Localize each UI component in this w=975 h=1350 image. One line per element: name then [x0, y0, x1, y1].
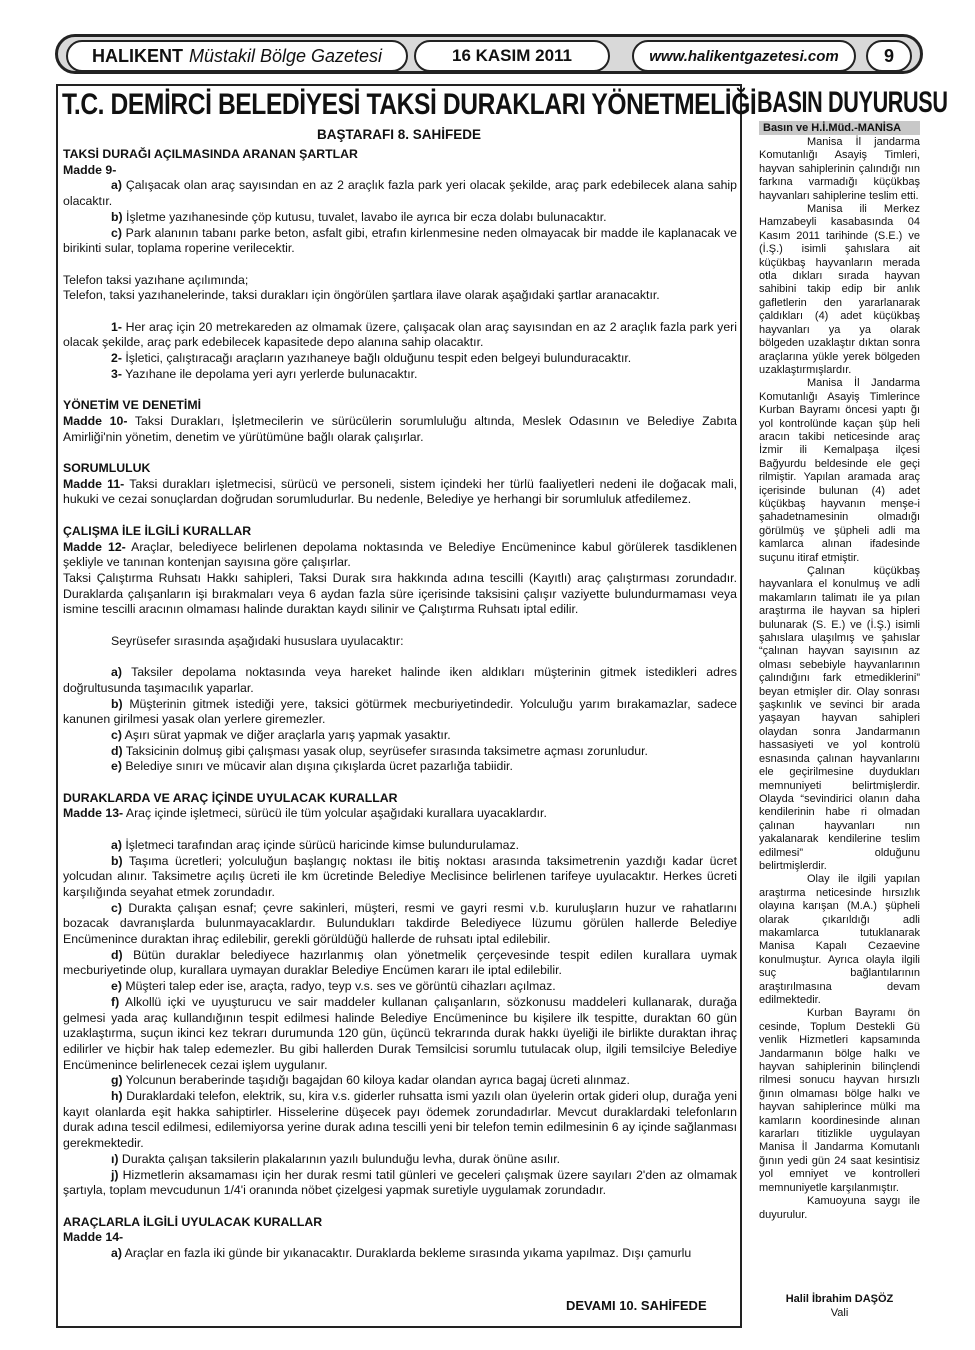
item-marker: a): [111, 1246, 122, 1261]
article-paragraph: [63, 979, 737, 995]
paragraph-gap: [63, 1199, 737, 1215]
paragraph-text: Araç içinde işletmeci, sürücü ile tüm yolcular aşağıdaki kurallara uyacaklardır.: [123, 806, 547, 821]
paragraph-text: İşletme yazıhanesinde çöp kutusu, tuvalet, lavabo ile ayrıca bir ecza dolabı bulunacaktır.: [122, 209, 607, 224]
item-marker: 1-: [111, 319, 122, 334]
item-marker: Madde 12-: [63, 539, 126, 554]
article-paragraph: [63, 901, 737, 948]
sidebar-paragraph: Çalınan küçükbaş hayvanlara el konulmuş ve adli makamların talimatı ile ya pılan araştırma ile hayvan sa hipleri bulunarak (S. E.) ve (İ.Ş.) isimli şahıslara ulaşılmış ve şahıslar “çalınan hayvan sayısının az olması sebebiyle hayvanlarının çalındığını fark etmediklerini” beyan etmişler dir. Olay sonrası şaşkınlık ve sevinci bir arada yaşayan hayvan sahipleri olaydan sonra Jandarmanın hassasiyeti ve yol kontrolü esnasında çalınan hayvanlarını ele geçirilmesine duydukları memnuniyeti belirtmişlerdir. Olayda “sevindirici olanın daha kendilerinin habe ri olmadan çalınan hayvanları nın yakalanarak kendilerine teslim edilmesi” olduğunu belirtmişlerdir.: [759, 565, 920, 872]
article-paragraph: [63, 414, 737, 445]
paper-subtitle: Müstakil Bölge Gazetesi: [188, 45, 383, 66]
sidebar-paragraph: Manisa İl jandarma Komutanlığı Asayiş Timleri, hayvan sahiplerinin çalındığı nın farkına varmadığı küçükbaş hayvanları sahiplerine teslim etti.: [759, 136, 920, 202]
article-paragraph: [63, 744, 737, 760]
article-paragraph: [63, 728, 737, 744]
article-paragraph: [63, 1089, 737, 1152]
website-link[interactable]: www.halikentgazetesi.com: [632, 40, 856, 72]
item-marker: e): [111, 759, 122, 774]
section-heading: YÖNETİM VE DENETİMİ: [63, 398, 202, 413]
article-body: [63, 147, 737, 1262]
signature-title: Vali: [830, 1307, 849, 1319]
paragraph-gap: [63, 445, 737, 461]
article-paragraph: [63, 995, 737, 1074]
article-paragraph: [63, 838, 737, 854]
item-marker: d): [111, 947, 123, 962]
article-paragraph: [63, 226, 737, 257]
article-paragraph: [63, 1246, 737, 1262]
paragraph-text: Müşteri talep eder ise, araçta, radyo, teyp v.s. ses ve görüntü cihazları açılmaz.: [121, 979, 556, 994]
paragraph-text: Telefon taksi yazıhane açılımında;: [63, 272, 249, 287]
section-heading: ÇALIŞMA İLE İLGİLİ KURALLAR: [63, 523, 252, 538]
paragraph-gap: [63, 257, 737, 273]
article-paragraph: [63, 540, 737, 571]
sidebar-band: Basın ve H.İ.Müd.-MANİSA: [759, 121, 920, 135]
section-heading: SORUMLULUK: [63, 461, 151, 475]
paragraph-gap: [63, 304, 737, 320]
paragraph-text: Duraklardaki telefon, elektrik, su, kira v.s. giderler ruhsatta ismi yazılı olan üyelerin ortak gideri olup, durağa yeni kayıt olanlarda eşit hakka sahiptirler. Hisselerine düşecek payı ödemek zorundadırlar. Mevcut duraklardaki telefonların durak adına tescil edilmesi, edilemiyorsa yerine durak adına tescilli yeni bir telefon temin edilmesinin 6 ay içinde sağlanması gerekmektedir.: [63, 1089, 737, 1151]
page-number: 9: [866, 40, 912, 72]
paragraph-text: Seyrüsefer sırasında aşağıdaki hususlara uyulacaktır:: [111, 633, 404, 648]
item-marker: ı): [111, 1151, 119, 1166]
paragraph-text: Telefon, taksi yazıhanelerinde, taksi durakları için öngörülen şartlara ilave olarak aşağıdaki şartlar aranacaktır.: [63, 288, 660, 303]
item-marker: a): [111, 178, 122, 193]
paragraph-text: Bütün duraklar belediyece hazırlanmış olan yönetmelik çerçevesinde tespit edilen kurallara uymak mecburiyetinde olup, kurallara uymayan duraklar Belediye Encümen kararı ile iptal edilebilir.: [63, 947, 737, 978]
section-heading: ARAÇLARLA İLGİLİ UYULACAK KURALLAR: [63, 1214, 323, 1229]
paragraph-text: Her araç için 20 metrekareden az olmamak üzere, çalışacak olan araç sayısından en az 2 araçlık fazla park yeri olacak şekilde, araç park edebilecek kapasitede depo alanına sahip olacaktır.: [63, 319, 737, 350]
item-marker: b): [111, 853, 123, 868]
item-marker: d): [111, 743, 123, 758]
paper-name-pill: [66, 40, 408, 72]
paragraph-text: Taksi Durakları, İşletmecilerin ve sürücülerin sorumluluğu altında, Meslek Odasının ve Belediye Zabıta Amirliği'nin yönetim, denetim ve yürütümüne bağlı olarak çalışırlar.: [63, 413, 737, 444]
paragraph-gap: [63, 649, 737, 665]
item-marker: a): [111, 665, 122, 680]
item-marker: a): [111, 837, 122, 852]
paragraph-text: Aşırı sürat yapmak ve diğer araçlarla yarış yapmak yasaktır.: [121, 727, 451, 742]
paragraph-text: Park alanının tabanı parke beton, asfalt gibi, etrafın kirlenmesine neden olmayacak bir madde ile kaplanacak ve birikinti sular, toplama roperine verilecektir.: [63, 225, 737, 256]
item-marker: 3-: [111, 366, 122, 381]
article-paragraph: [63, 320, 737, 351]
signature-name: Halil İbrahim DAŞÖZ: [785, 1293, 894, 1305]
paragraph-text: Araçlar, belediyece belirlenen depolama noktasında ve Belediye Encümenince kabul görülerek tasdiklenen şekliyle ve tanınan kontenjan sayısına göre çalışırlar.: [63, 539, 738, 570]
paragraph-gap: [63, 383, 737, 399]
paragraph-text: Çalışacak olan araç sayısından en az 2 araçlık fazla park yeri olacak şekilde, araç park edebilecek alana sahip olacaktır.: [63, 178, 737, 209]
sidebar-paragraph: Kurban Bayramı ön cesinde, Toplum Destekli Gü venlik Hizmetleri kapsamında Jandarmanın bölge halkı ve hayvan sahiplerinin bilinçlendi rilmesi sonucu hayvan hırsızlı ğının olmaması bölge halkı ve hayvan sahiplerince mülki ma kamların koordinesinde alınan kararları titizlikle uygulayan Manisa İl Jandarma Komutanlı ğının yedi gün 24 saat kesintisiz yol emniyet ve kontrolleri memnuniyetle karşılanmıştır.: [759, 1007, 920, 1194]
paragraph-text: Taksi Çalıştırma Ruhsatı Hakkı sahipleri, Taksi Durak sıra hakkında adına tescilli (Kayıtlı) araç çalıştırması zorundadır. Duraklarda çalışanların işi bırakmaları veya 6 aydan fazla süre içerisinde taksisini çalışır vaziyette bulundurmaması veya ismine tescilli aracının olmaması halinde duraktan kaydı silinir ve Çalıştırma Ruhsatı iptal edilir.: [63, 570, 737, 617]
item-marker: Madde 11-: [63, 476, 125, 491]
item-marker: g): [111, 1073, 123, 1088]
item-marker: c): [111, 900, 122, 915]
section-heading: Madde 14-: [63, 1230, 124, 1245]
article-paragraph: [63, 806, 737, 822]
item-marker: c): [111, 225, 122, 240]
article-paragraph: [63, 1168, 737, 1199]
sidebar-paragraph: Manisa ili Merkez Hamzabeyli kasabasında 04 Kasım 2011 tarihinde (S.E.) ve (İ.Ş.) isimli şahıslara ait küçükbaş hayvanların merada otla dıkları sırada hayvan sahibini takip edip bir anlık gafletlerin den yararlanarak çaldıkları (4) adet küçükbaş hayvanları ya ya olarak bölgeden uzaklaştır dıktan sonra araçlarına yükle yerek bölgeden uzaklaştırmışlardır.: [759, 203, 920, 376]
item-marker: 2-: [111, 351, 122, 366]
paragraph-text: İşletici, çalıştıracağı araçların yazıhaneye bağlı olduğunu tespit eden belgeyi bulunduracaktır.: [121, 351, 632, 366]
paragraph-text: Yolcunun beraberinde taşıdığı bagajdan 60 kiloya kadar olandan ayrıca bagaj ücreti alınmaz.: [122, 1073, 630, 1088]
article-paragraph: [63, 634, 737, 650]
paragraph-gap: [63, 775, 737, 791]
paragraph-text: Durakta çalışan taksilerin plakalarının yazılı bulunduğu levha, durak önüne asılır.: [118, 1151, 561, 1166]
continued-notice: DEVAMI 10. SAHİFEDE: [566, 1298, 707, 1313]
paper-name: HALIKENT: [91, 45, 183, 66]
paragraph-gap: [63, 822, 737, 838]
item-marker: b): [111, 209, 123, 224]
article-paragraph: [63, 1152, 737, 1168]
article-paragraph: [63, 854, 737, 901]
paragraph-gap: [63, 618, 737, 634]
article-paragraph: [63, 273, 737, 289]
paragraph-text: Yazıhane ile depolama yeri ayrı yerlerde bulunacaktır.: [121, 366, 418, 381]
paragraph-text: Alkollü içki ve uyuşturucu ve sair maddeler kullanan çalışanların, sözkonusu maddeleri kullanarak, durağa gelmesi yada araç kullandığının tespit edilmesi halinde Belediye Encümenince bu kişilere ilk tespitte, duraktan 60 gün uzaklaştırma, suçun ikinci kez tekrarı durumunda 120 gün, üçüncü tekrarında durak hakkı üyeliği ile birlikte duraktan ihraç edilirler ve hiçbir hak talep edemezler. Bu gibi hallerden Durak Temsilcisi sorumlu tutulacak olup, ilgili temsilciye Belediye Encümenince belirlenecek cezai işlem uygulanır.: [63, 994, 737, 1072]
article-paragraph: [63, 367, 737, 383]
article-title: T.C. DEMİRCİ BELEDİYESİ TAKSİ DURAKLARI YÖNETMELİĞİ: [62, 88, 757, 121]
paragraph-text: Taksi durakları işletmecisi, sürücü ve personeli, sistem içindeki her türlü faaliyetleri nedeni ile doğacak mali, hukuki ve cezai sonuçlardan doğrudan sorumludurlar. Bu nedenle, Belediye ye herhangi bir sorumluluk atfedilemez.: [63, 476, 737, 507]
article-paragraph: [63, 1073, 737, 1089]
paragraph-text: Taşıma ücretleri; yolculuğun başlangıç noktası ile bitiş noktası arasında taksimetrenin yazdığı kadar ücret yolcudan alınır. Taksimetre açılış ücreti ile km ücretinde Belediye Meclisince belirlenen tarifeye uyulacaktır. Herkes ücreti karşılığında seyahat etmek zorundadır.: [63, 853, 737, 899]
article-paragraph: [63, 178, 737, 209]
item-marker: h): [111, 1089, 123, 1104]
paragraph-text: Belediye sınırı ve mücavir alan dışına çıkışlarda ücret pazarlığa tabiidir.: [121, 759, 513, 774]
section-heading: TAKSİ DURAĞI AÇILMASINDA ARANAN ŞARTLAR: [63, 147, 358, 161]
article-paragraph: [63, 477, 737, 508]
item-marker: e): [111, 979, 122, 994]
article-paragraph: [63, 948, 737, 979]
item-marker: Madde 13-: [63, 806, 124, 821]
article-paragraph: [63, 665, 737, 696]
paragraph-text: Araçlar en fazla iki günde bir yıkanacaktır. Duraklarda bekleme sırasında yıkama yapılmaz. Dışı çamurlu: [121, 1246, 692, 1261]
article-subtitle: BAŞTARAFI 8. SAHİFEDE: [316, 127, 481, 142]
paragraph-text: Taksicinin dolmuş gibi çalışması yasak olup, seyrüsefer sırasında taksimetre açması zorunludur.: [122, 743, 648, 758]
article-paragraph: [63, 571, 737, 618]
item-marker: f): [111, 994, 120, 1009]
paragraph-text: Durakta çalışan esnaf; çevre sakinleri, müşteri, resmi ve gayri resmi v.b. kuruluşların huzur ve rahatlarını bozacak davranışlarda bulunmayacaklardır. Bulundukları takdirde Belediyece lüzumu görülen hallerde Belediye Encümenince duraktan ihraç edilebilir, gerekli görüldüğü hallerde de ruhsatı iptal edilebilir.: [63, 900, 737, 947]
article-paragraph: [63, 210, 737, 226]
item-marker: j): [111, 1167, 119, 1182]
item-marker: c): [111, 727, 122, 742]
paragraph-gap: [63, 508, 737, 524]
sidebar-title: BASIN DUYURUSU: [757, 86, 948, 119]
section-heading: DURAKLARDA VE ARAÇ İÇİNDE UYULACAK KURALLAR: [63, 790, 398, 805]
section-heading: Madde 9-: [63, 162, 117, 177]
sidebar-paragraph: Kamuoyuna saygı ile duyurulur.: [759, 1195, 920, 1221]
paragraph-text: Müşterinin gitmek istediği yere, taksici götürmek mecburiyetindedir. Yolculuğu yarım bırakamazlar, sadece kanunen girilmesi yasak olan yerlere giremezler.: [63, 696, 737, 727]
paragraph-text: Hizmetlerin aksamaması için her durak resmi tatil günleri ve geceleri çalışmak üzere sayıları 2'den az olmamak şartıyla, toplam mevcudunun 1/4'i oranında nöbet çizelgesi yapmak suretiyle uygulamak zorundadır.: [63, 1167, 737, 1198]
sidebar-paragraph: Manisa İl Jandarma Komutanlığı Asayiş Timlerince Kurban Bayramı öncesi yaptı ğı yol kontrolünde kaçan şüp heli aracın takibi neticesinde araç İzmir ili Kemalpaşa ilçesi Bağyurdu beldesinde ele geçi rilmiştir. Yapılan aramada araç içerisinde bulunan (4) adet küçükbaş hayvanın menşe-i şahadetnamesinin olmadığı görülmüş ve şüpheli adli ma kamlarca alınan ifadesinde suçunu itiraf etmiştir.: [759, 377, 920, 564]
paragraph-text: Taksiler depolama noktasında veya hareket halinde iken aldıkları müşterinin gitmek istedikleri adres doğrultusunda taşımacılık yaparlar.: [63, 665, 737, 695]
item-marker: b): [111, 696, 123, 711]
item-marker: Madde 10-: [63, 413, 128, 428]
article-paragraph: [63, 697, 737, 728]
article-paragraph: [63, 759, 737, 775]
sidebar-body: [759, 136, 920, 1222]
issue-date: 16 KASIM 2011: [414, 40, 610, 72]
article-paragraph: [63, 351, 737, 367]
article-paragraph: [63, 288, 737, 304]
paragraph-text: İşletmeci tarafından araç içinde sürücü haricinde kimse bulundurulamaz.: [121, 837, 520, 852]
sidebar-paragraph: Olay ile ilgili yapılan araştırma neticesinde hırsızlık olayına karışan (M.A.) şüpheli olarak çıkarıldığı adli makamlarca tutuklanarak Manisa Kapalı Cezaevine konulmuştur. Ayrıca olayla ilgili suç bağlantılarının araştırılmasına devam edilmektedir.: [759, 873, 920, 1006]
